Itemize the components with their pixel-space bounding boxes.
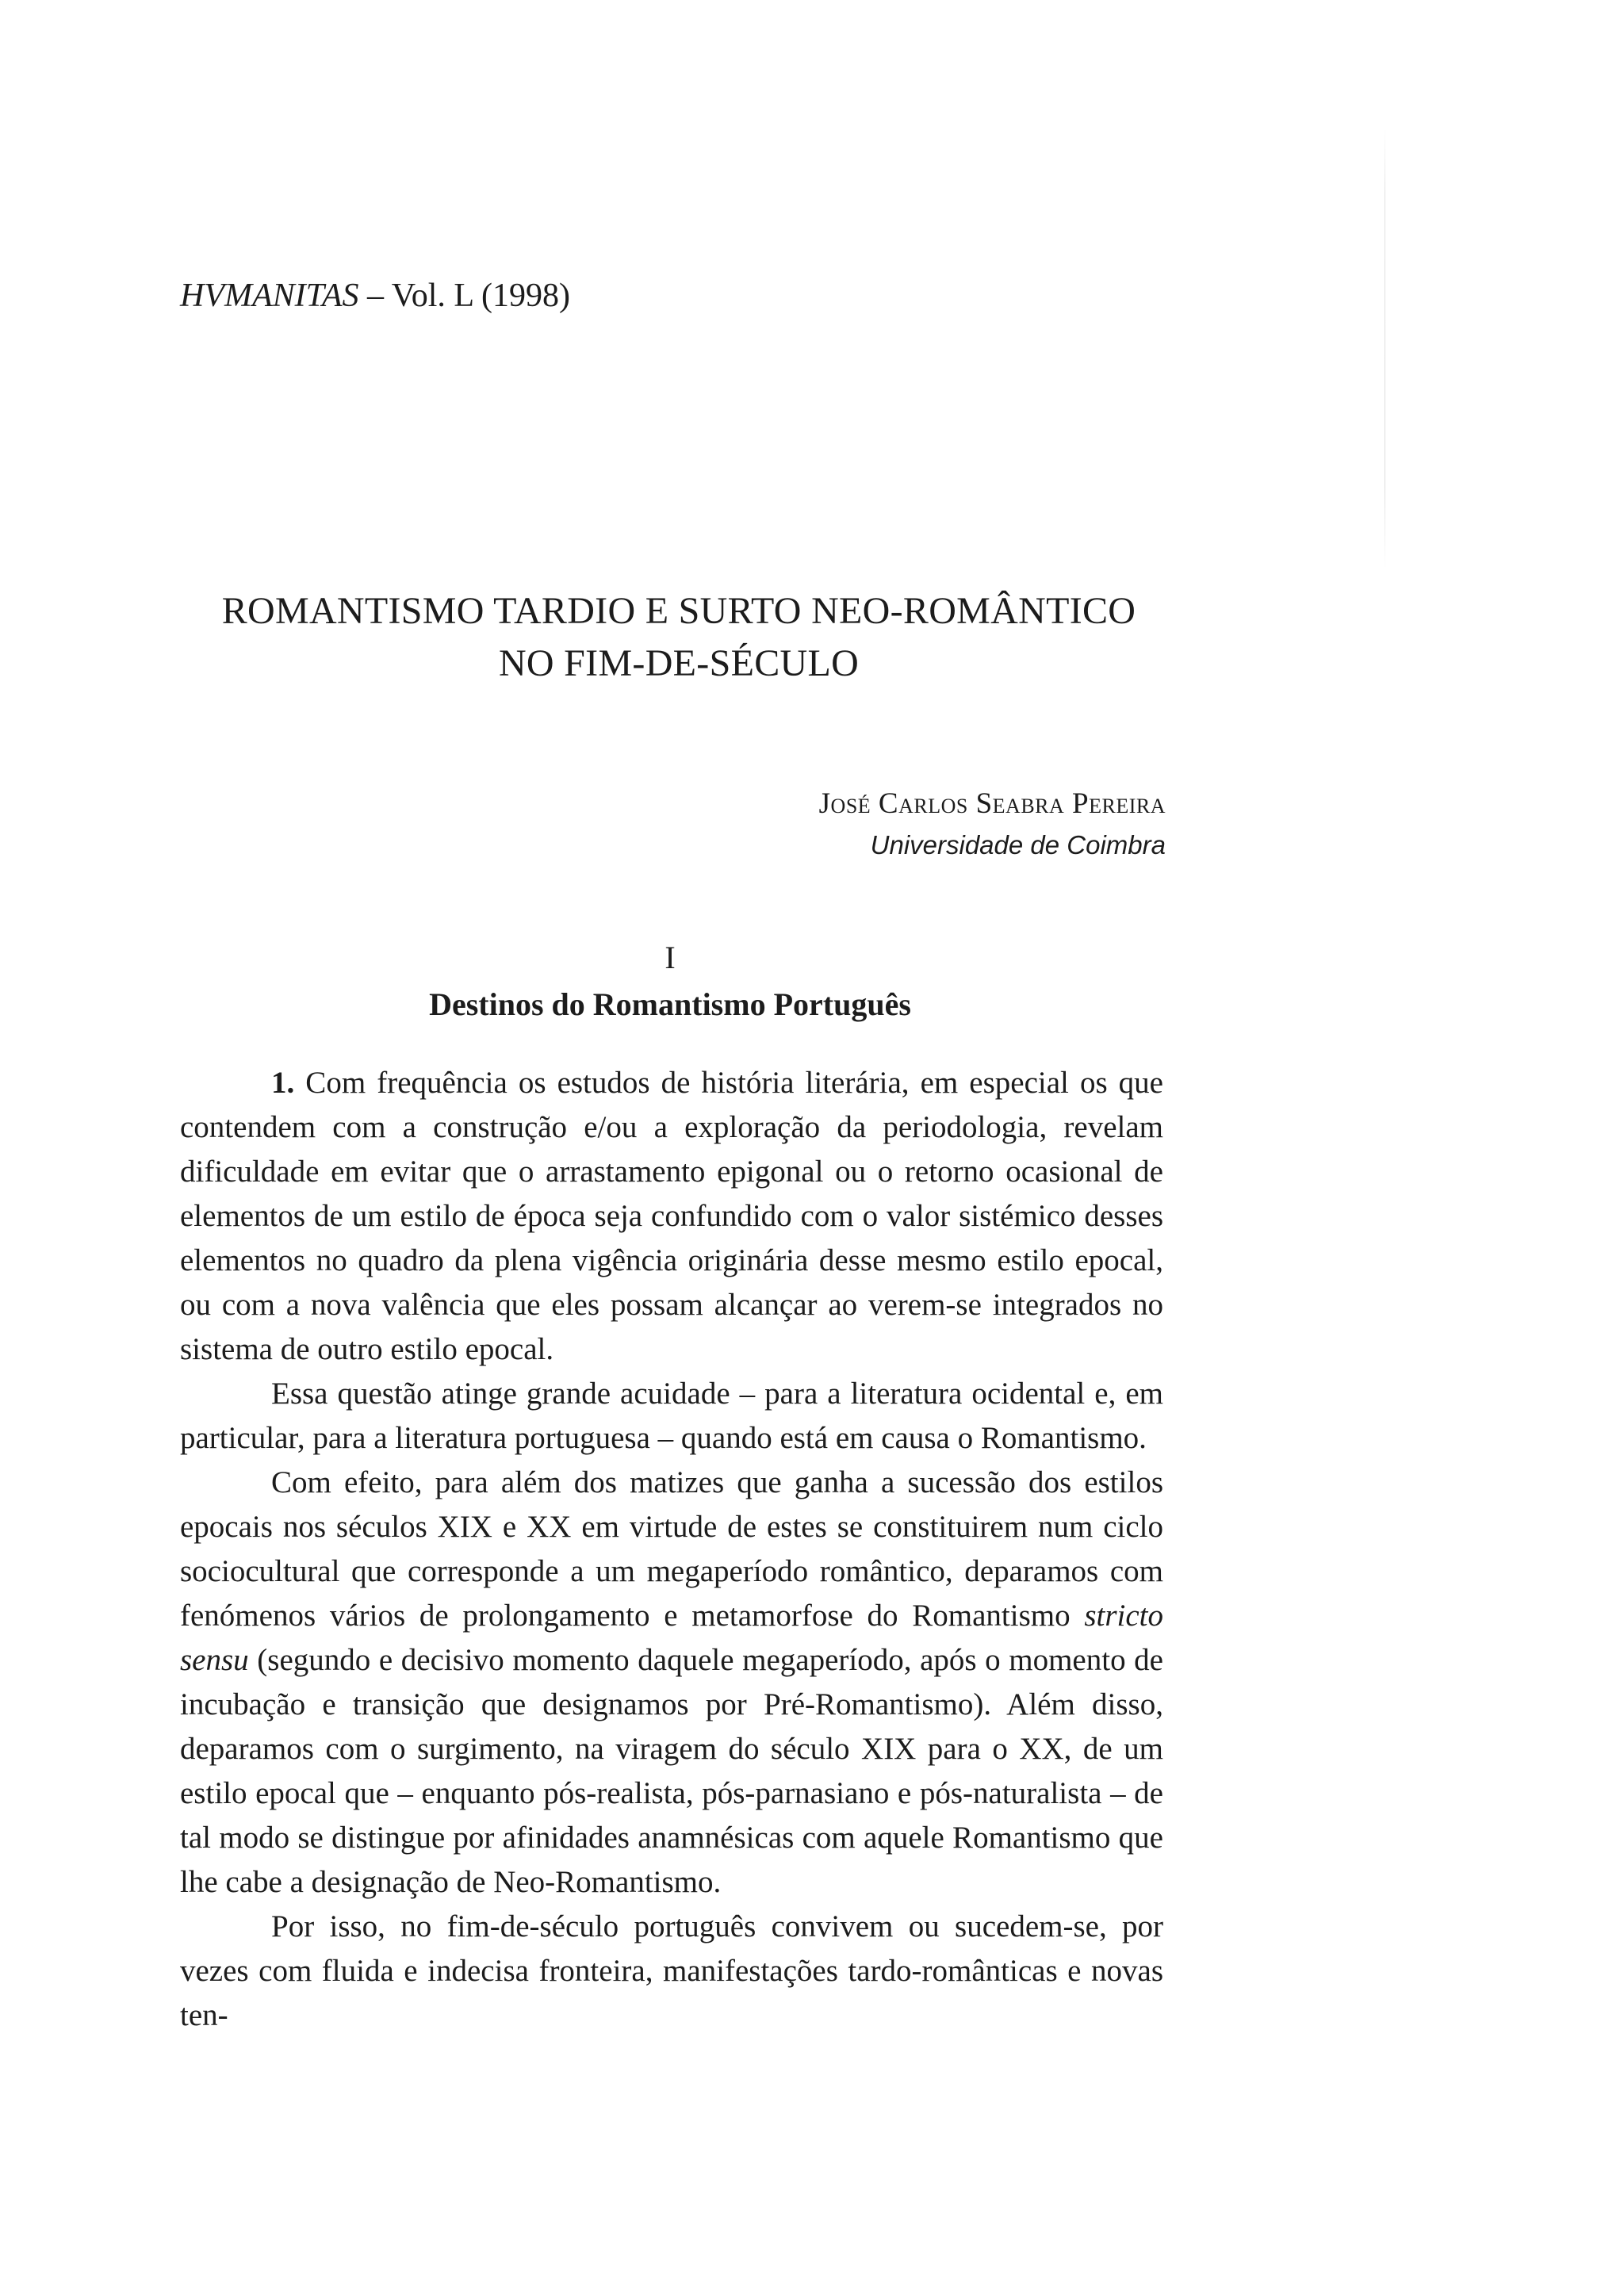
author-name: José Carlos Seabra Pereira xyxy=(818,787,1166,820)
paragraph-3 xyxy=(180,1461,1163,1905)
paragraph-2: Essa questão atinge grande acuidade – para a literatura ocidental e, em particular, para a literatura portuguesa – quando está em causa o Romantismo. xyxy=(180,1377,1163,1455)
article-title-line-1: ROMANTISMO TARDIO E SURTO NEO-ROMÂNTICO xyxy=(221,590,1136,632)
paragraph-4: Por isso, no fim-de-século português convivem ou sucedem-se, por vezes com fluida e indecisa fronteira, manifestações tardo-românticas e novas ten- xyxy=(180,1909,1163,2032)
running-head-separator: – xyxy=(358,278,392,314)
author-affiliation: Universidade de Coimbra xyxy=(870,830,1166,860)
author-block xyxy=(819,783,1166,866)
journal-name: HVMANITAS xyxy=(180,278,359,314)
journal-volume: Vol. L (1998) xyxy=(391,278,570,314)
paragraph-3-latin-term: stricto sensu xyxy=(180,1599,1163,1677)
article-title xyxy=(0,585,1358,690)
section-number: I xyxy=(665,940,676,975)
body-text xyxy=(180,1061,1163,2038)
section-title: Destinos do Romantismo Português xyxy=(429,986,911,1022)
paragraph-3-text-b: (segundo e decisivo momento daquele megaperíodo, após o momento de incubação e transição que designamos por Pré-Romantismo). Além disso, deparamos com o surgimento, na viragem do século XIX para o XX, de um estilo epocal que – enquanto pós-realista, pós-parnasiano e pós-naturalista – de tal modo se distingue por afinidades anamnésicas com aquele Romantismo que lhe cabe a designação de Neo-Romantismo. xyxy=(180,1643,1163,1899)
paragraph-1 xyxy=(180,1061,1163,1372)
running-head xyxy=(180,279,570,312)
article-title-line-2: NO FIM-DE-SÉCULO xyxy=(498,642,860,684)
paragraph-1-text: Com frequência os estudos de história literária, em especial os que contendem com a construção e/ou a exploração da periodologia, revelam dificuldade em evitar que o arrastamento epigonal ou o retorno ocasional de elementos de um estilo de época seja confundido com o valor sistémico desses elementos no quadro da plena vigência originária desse mesmo estilo epocal, ou com a nova valência que eles possam alcançar ao verem-se integrados no sistema de outro estilo epocal. xyxy=(180,1066,1163,1366)
paragraph-number: 1. xyxy=(271,1066,295,1100)
paragraph-3-text-a: Com efeito, para além dos matizes que ganha a sucessão dos estilos epocais nos séculos XIX e XX em virtude de estes se constituirem num ciclo sociocultural que corresponde a um megaperíodo romântico, deparamos com fenómenos vários de prolongamento e metamorfose do Romantismo xyxy=(180,1465,1163,1633)
